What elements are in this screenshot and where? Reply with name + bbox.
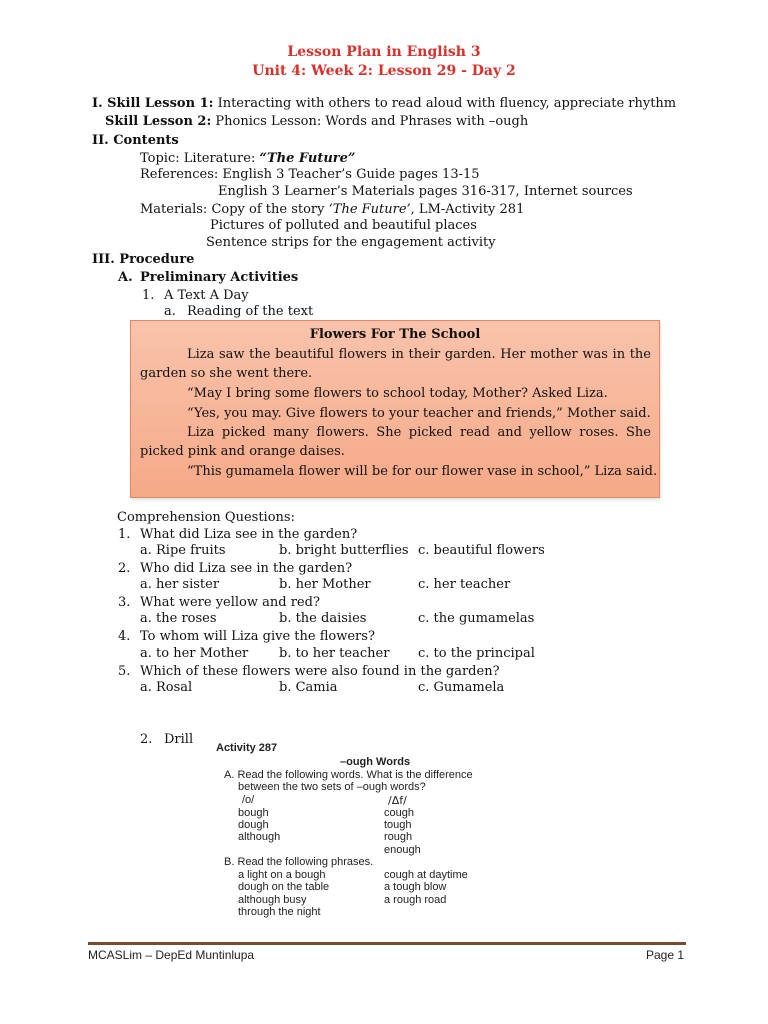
phrase-item: cough at daytime	[384, 869, 468, 881]
choice-c: c. the gumamelas	[418, 611, 535, 626]
page-number: Page 1	[646, 948, 685, 962]
page-title: Lesson Plan in English 3	[287, 44, 481, 60]
item-1-number: 1.	[142, 288, 155, 303]
preliminary-heading: Preliminary Activities	[140, 270, 299, 285]
question-number: 2.	[118, 561, 131, 576]
drill-label: Drill	[164, 732, 194, 747]
references-line-1: References: English 3 Teacher’s Guide pages 13-15	[140, 167, 480, 182]
question-text: What did Liza see in the garden?	[140, 527, 358, 542]
choice-a: a. Ripe fruits	[140, 543, 226, 558]
question-text: Which of these flowers were also found in the garden?	[140, 664, 500, 679]
phrase-item: through the night	[238, 906, 321, 918]
story-line: garden so she went there.	[140, 366, 313, 381]
skill-lesson-1-text: Interacting with others to read aloud with fluency, appreciate rhythm	[217, 96, 677, 111]
item-1a-label: a.	[164, 304, 176, 319]
story-line: Liza saw the beautiful flowers in their garden. Her mother was in the	[187, 347, 651, 362]
choice-c: c. beautiful flowers	[418, 543, 545, 558]
footer-divider	[88, 942, 686, 945]
choice-b: b. Camia	[279, 680, 338, 695]
word-item: tough	[384, 819, 412, 831]
drill-number: 2.	[140, 732, 153, 747]
footer-left: MCASLim – DepEd Muntinlupa	[88, 948, 255, 962]
references-line-2: English 3 Learner’s Materials pages 316-317, Internet sources	[218, 184, 633, 199]
word-item: enough	[384, 844, 421, 856]
item-1a-text: Reading of the text	[187, 304, 314, 319]
topic-line	[140, 151, 355, 166]
question-number: 4.	[118, 629, 131, 644]
word-item: although	[238, 831, 281, 843]
topic-title: “The Future”	[259, 151, 356, 166]
choice-a: a. her sister	[140, 577, 220, 592]
question-number: 1.	[118, 527, 131, 542]
skill-lesson-2-text: Phonics Lesson: Words and Phrases with –ough	[215, 114, 529, 129]
contents-heading: II. Contents	[92, 133, 179, 148]
word-item: cough	[384, 807, 414, 819]
story-line: picked pink and orange daises.	[140, 444, 345, 459]
story-line: “This gumamela flower will be for our flower vase in school,” Liza said.	[187, 464, 658, 479]
story-box	[130, 320, 660, 498]
question-text: Who did Liza see in the garden?	[140, 561, 353, 576]
choice-a: a. Rosal	[140, 680, 193, 695]
choice-a: a. to her Mother	[140, 646, 249, 661]
preliminary-label: A.	[118, 270, 133, 285]
word-item: dough	[238, 819, 269, 831]
skill-lesson-1	[92, 96, 676, 111]
story-title: Flowers For The School	[309, 327, 481, 342]
phrase-item: a light on a bough	[238, 869, 326, 881]
materials-rest: , LM-Activity 281	[410, 202, 525, 217]
question-text: To whom will Liza give the flowers?	[140, 629, 375, 644]
item-1-text: A Text A Day	[164, 288, 249, 303]
skill-lesson-1-label: I. Skill Lesson 1:	[92, 96, 214, 111]
activity-part-a: A. Read the following words. What is the difference	[224, 769, 473, 781]
page-subtitle: Unit 4: Week 2: Lesson 29 - Day 2	[252, 63, 516, 79]
materials-line-2: Pictures of polluted and beautiful places	[210, 218, 477, 233]
choice-c: c. to the principal	[418, 646, 535, 661]
story-line: “May I bring some flowers to school today, Mother? Asked Liza.	[187, 386, 608, 401]
materials-line-3: Sentence strips for the engagement activity	[206, 235, 496, 250]
materials-line-1	[140, 202, 524, 217]
skill-lesson-2-label: Skill Lesson 2:	[105, 114, 212, 129]
choice-b: b. her Mother	[279, 577, 371, 592]
activity-part-b: B. Read the following phrases.	[224, 856, 374, 868]
activity-part-a-line-2: between the two sets of –ough words?	[238, 781, 426, 793]
phrase-item: although busy	[238, 894, 307, 906]
phrase-item: dough on the table	[238, 881, 330, 893]
choice-b: b. the daisies	[279, 611, 367, 626]
materials-title: ‘The Future’	[328, 202, 411, 217]
procedure-heading: III. Procedure	[92, 252, 195, 267]
materials-label: Materials: Copy of the story	[140, 202, 325, 217]
topic-label: Topic: Literature:	[140, 151, 256, 166]
story-line: “Yes, you may. Give flowers to your teacher and friends,” Mother said.	[187, 406, 651, 421]
choice-c: c. her teacher	[418, 577, 511, 592]
activity-title: Activity 287	[216, 742, 278, 754]
comprehension-heading: Comprehension Questions:	[117, 510, 295, 525]
question-number: 5.	[118, 664, 131, 679]
choice-a: a. the roses	[140, 611, 217, 626]
phrase-item: a rough road	[384, 894, 447, 906]
question-text: What were yellow and red?	[140, 595, 320, 610]
activity-subtitle: –ough Words	[340, 756, 411, 768]
skill-lesson-2	[105, 114, 528, 129]
story-line: Liza picked many flowers. She picked read and yellow roses. She	[187, 425, 651, 440]
word-item: bough	[238, 807, 269, 819]
column-2-heading: /Δf/	[388, 794, 407, 807]
word-item: rough	[384, 831, 413, 843]
choice-b: b. bright butterflies	[279, 543, 409, 558]
phrase-item: a tough blow	[384, 881, 447, 893]
column-1-heading: /o/	[242, 794, 255, 806]
choice-b: b. to her teacher	[279, 646, 390, 661]
question-number: 3.	[118, 595, 131, 610]
choice-c: c. Gumamela	[418, 680, 505, 695]
